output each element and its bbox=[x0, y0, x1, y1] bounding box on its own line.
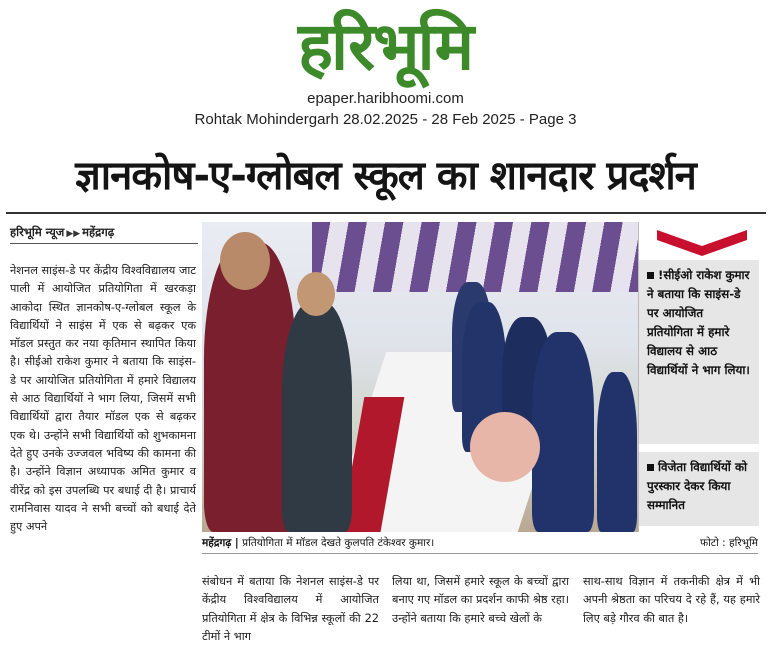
article-photo bbox=[202, 222, 638, 532]
headline-divider bbox=[6, 212, 766, 214]
square-bullet-icon bbox=[647, 272, 654, 279]
article-column-4: साथ-साथ विज्ञान में तकनीकी क्षेत्र में भी अपनी श्रेष्ठता का परिचय दे रहे हैं, यह हमारे लिए बड़े गौरव की बात है। bbox=[583, 575, 760, 625]
highlight-box-1 bbox=[639, 260, 759, 444]
caption-text: प्रतियोगिता में मॉडल देखते कुलपति टंकेश्वर कुमार। bbox=[242, 537, 435, 549]
person-silhouette bbox=[297, 272, 335, 316]
model-exhibit bbox=[470, 412, 540, 482]
highlight-box-2 bbox=[639, 452, 759, 526]
photo-credit: फोटो : हरिभूमि bbox=[699, 537, 758, 549]
epaper-url[interactable]: epaper.haribhoomi.com bbox=[307, 90, 464, 107]
newspaper-logo: हरिभूमि bbox=[297, 8, 473, 85]
chevron-down-icon bbox=[657, 228, 747, 258]
person-silhouette bbox=[597, 372, 637, 532]
byline bbox=[10, 225, 198, 244]
highlight-text-2: विजेता विद्यार्थियों को पुरस्कार देकर किया सम्मानित bbox=[647, 460, 748, 512]
article-column-2: संबोधन में बताया कि नेशनल साइंस-डे पर केंद्रीय विश्वविद्यालय में आयोजित प्रतियोगिता में क्षेत्र के विभिन्न स्कूलों की 22 टीमों ने भाग bbox=[202, 575, 379, 643]
article-column-left: नेशनल साइंस-डे पर केंद्रीय विश्वविद्यालय जाट पाली में आयोजित प्रतियोगिता में खरकड़ा आकोदा स्थित ज्ञानकोष-ए-ग्लोबल स्कूल के विद्यार्थियों ने साइंस में एक से बढ़कर एक मॉडल प्रस्तुत कर नया कृतिमान स्थापित किया है। सीईओ राकेश कुमार ने बताया कि साइंस-डे पर आयोजित प्रतियोगिता में हमारे विद्यालय से आठ विद्यार्थियों ने भाग लिया, जिसमें सभी विद्यार्थियों द्वारा तैयार मॉडल एक से बढ़कर एक थे। उन्होंने सभी विद्यार्थियों को शुभकामना देते हुए उनके उज्जवल भविष्य की कामना की है। उन्होंने विज्ञान अध्यापक अमित कुमार व वीरेंद्र को इस उपलब्धि पर बधाई दी है। प्राचार्य रामनिवास यादव ने सभी बच्चों को बधाई देते हुए अपने bbox=[10, 264, 196, 534]
article-headline: ज्ञानकोष-ए-ग्लोबल स्कूल का शानदार प्रदर्शन bbox=[75, 152, 696, 199]
square-bullet-icon bbox=[647, 464, 654, 471]
person-silhouette bbox=[220, 232, 270, 290]
byline-source: हरिभूमि न्यूज bbox=[10, 225, 65, 239]
byline-arrows-icon: ▶▶ bbox=[66, 229, 81, 239]
photo-caption bbox=[202, 536, 758, 554]
byline-place: महेंद्रगढ़ bbox=[82, 225, 115, 239]
article-column-3: लिया था, जिसमें हमारे स्कूल के बच्चों द्वारा बनाए गए मॉडल का प्रदर्शन काफी श्रेष्ठ रहा। उन्होंने बताया कि हमारे बच्चे खेलों के bbox=[392, 575, 569, 625]
edition-line: Rohtak Mohindergarh 28.02.2025 - 28 Feb 2025 - Page 3 bbox=[194, 111, 577, 128]
person-silhouette bbox=[282, 302, 352, 532]
caption-place: महेंद्रगढ़ | bbox=[202, 537, 239, 549]
person-silhouette bbox=[532, 332, 594, 532]
highlight-text-1: !सीईओ राकेश कुमार ने बताया कि साइंस-डे पर आयोजित प्रतियोगिता में हमारे विद्यालय से आठ विद्यार्थियों ने भाग लिया। bbox=[647, 268, 750, 377]
highlight-sidebar bbox=[638, 222, 758, 532]
